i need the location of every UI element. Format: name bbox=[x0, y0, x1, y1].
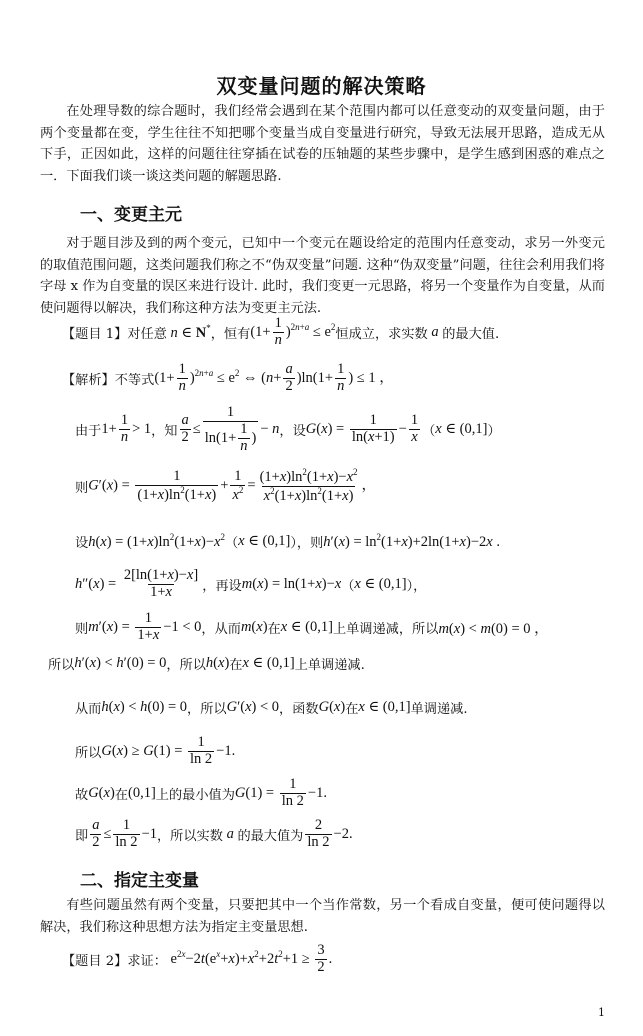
math-x-domain-2: x ∈ (0,1] bbox=[238, 533, 291, 549]
solution-line-8 bbox=[75, 698, 468, 717]
solution-line-7 bbox=[48, 654, 365, 673]
line11-text-c: 上的最小值为 bbox=[155, 787, 235, 803]
math-x-domain-3: x ∈ (0,1] bbox=[354, 575, 407, 592]
math-G-def: G(x) = $\frac{1}{\ln(x+1)}$ − $\frac{1}{x}$ bbox=[305, 412, 419, 446]
solution-line-11 bbox=[75, 818, 353, 851]
line9-text-d: 在 bbox=[345, 702, 359, 717]
solution-line-2 bbox=[75, 405, 501, 455]
section1-text: 对于题目涉及到的两个变元，已知中一个变元在题设给定的范围内任意变动，求另一外变元的取值范围问题，这类问题我们称之不“伪双变量”问题. 这种“伪双变量”问题，往往会利用我们将字母 x 作为自变量的误区来进行设计. 此时，我们变更一元思路，将另一个变量作为自变量，从而使问题得以解决，我们称这种方法为变更主元法. bbox=[40, 236, 605, 316]
math-equivalence: (1+ $\frac{1}{n}$ )$^{2n+a} \le e^2$ ⇔ (n+ $\frac{a}{2}$ )ln(1+ $\frac{1}{n}$ ) ≤ 1 ， bbox=[154, 361, 394, 394]
line4-text-a: 则 bbox=[75, 480, 89, 496]
line3-text-c: ，设 bbox=[279, 424, 306, 440]
page-title: 双变量问题的解决策略 bbox=[216, 74, 427, 98]
line8-text-a: 所以 bbox=[48, 658, 75, 673]
math-h-lt-h0: h(x) < h(0) = 0 bbox=[101, 699, 188, 715]
problem1-text-d: 的最大值. bbox=[442, 326, 500, 342]
line8-text-c: 在 bbox=[229, 658, 243, 673]
line9-text-b: ，所以 bbox=[187, 702, 227, 717]
problem2-line bbox=[62, 943, 332, 976]
math-x-domain-4: x ∈ (0,1] bbox=[280, 618, 333, 635]
math-x-domain-5: x ∈ (0,1] bbox=[242, 655, 295, 671]
line7-text-b: ，从而 bbox=[201, 621, 241, 637]
line5-text-a: 设 bbox=[75, 536, 89, 551]
problem1-label: 【题目 1】 bbox=[62, 326, 128, 342]
math-G-prime: G′(x) = $\frac{1}{(1+x)\ln^2(1+x)}$ + $\frac{1}{x^2}$ = $\frac{(1+x)\ln^2(1+x)-x^2}{x^2(1+x)\ln^2(1+x)}$ ， bbox=[88, 467, 377, 504]
line11-text-a: 故 bbox=[75, 787, 89, 803]
problem2-label: 【题目 2】 bbox=[62, 953, 128, 969]
math-a-over-2-bound: $\frac{a}{2}$ ≤ 1 ln(1+ $\frac{1}{n}$ ) − n bbox=[181, 404, 280, 454]
problem2-text-a: 求证： bbox=[127, 953, 167, 969]
line7-text-d: 上单调递减，所以 bbox=[332, 621, 439, 637]
math-m-lt-m0: m(x) < m(0) = 0 ， bbox=[438, 620, 549, 637]
line3-text-b: ，知 bbox=[151, 424, 178, 440]
math-h-x: h(x) bbox=[205, 655, 230, 671]
math-n-in-N: n ∈ N* bbox=[170, 323, 211, 341]
solution-line-3 bbox=[75, 468, 376, 505]
line5-text-b: （ bbox=[224, 536, 239, 551]
line5-text-c: ），则 bbox=[290, 536, 324, 551]
math-hprime-lt: h′(x) < h′(0) = 0 bbox=[74, 655, 167, 671]
intro-text: 在处理导数的综合题时，我们经常会遇到在某个范围内都可以任意变动的双变量问题，由于两个变量都在变，学生往往不知把哪个变量当成自变量进行研究，导致无法展开思路，造成无从下手，正因如此，这样的问题往往穿插在试卷的压轴题的某些步骤中，是学生感到困惑的难点之一．下面我们谈一谈这类问题的解题思路. bbox=[40, 104, 605, 184]
section2-text: 有些问题虽然有两个变量，只要把其中一个当作常数，另一个看成自变量，便可使问题得以解决，我们称这种思想方法为指定主变量思想. bbox=[40, 898, 605, 935]
math-m-def: m(x) = ln(1+x)−x bbox=[241, 575, 342, 592]
page-number: 1 bbox=[598, 1006, 605, 1019]
line11-text-b: 在 bbox=[114, 787, 128, 803]
math-x-domain-1: x ∈ (0,1] bbox=[435, 421, 488, 438]
solution-line-9 bbox=[75, 735, 235, 768]
math-x-domain-6: x ∈ (0,1] bbox=[358, 699, 411, 715]
math-inequality-1: (1+ $\frac{1}{n}$ )$^{2n+a} \le e^2$ bbox=[250, 315, 336, 348]
problem1-text-c: 恒成立，求实数 bbox=[335, 326, 428, 342]
line3-text-d: （ bbox=[422, 424, 436, 440]
solution-text-a: 不等式 bbox=[114, 372, 155, 388]
line8-text-d: 上单调递减. bbox=[294, 658, 365, 673]
section2-heading: 二、指定主变量 bbox=[80, 871, 199, 891]
math-a: a bbox=[427, 323, 443, 340]
line12-text-b: ，所以实数 bbox=[157, 828, 223, 844]
intro-paragraph bbox=[40, 101, 605, 187]
solution-line-5 bbox=[75, 568, 426, 601]
math-a-max: $\frac{2}{\ln 2}$ −2. bbox=[307, 817, 353, 850]
line9-text-c: ，函数 bbox=[279, 702, 319, 717]
math-h-prime: $h'(x) = \ln^2(1+x)+2\ln(1+x)-2x$ . bbox=[323, 532, 500, 550]
math-interval: (0,1] bbox=[127, 784, 156, 801]
line12-text-a: 即 bbox=[75, 828, 89, 844]
math-G-x: G(x) bbox=[318, 699, 346, 715]
section2-paragraph bbox=[40, 895, 605, 938]
math-a-2: a bbox=[222, 825, 238, 842]
math-a-bound: $\frac{a}{2}$ ≤ $\frac{1}{\ln 2}$ −1 bbox=[92, 817, 157, 850]
math-m-x: m(x) bbox=[240, 618, 268, 635]
math-G-min: G(1) = $\frac{1}{\ln 2}$ −1. bbox=[234, 776, 327, 809]
solution-line-1 bbox=[62, 362, 394, 395]
line10-text-a: 所以 bbox=[75, 745, 102, 761]
math-Gprime-lt: G′(x) < 0 bbox=[226, 699, 280, 715]
math-G-x-2: G(x) bbox=[88, 784, 115, 801]
problem1-line bbox=[62, 316, 499, 349]
line9-text-e: 单调递减. bbox=[410, 702, 468, 717]
problem1-text-b: ，恒有 bbox=[210, 326, 251, 342]
line6-text-b: ，再设 bbox=[202, 578, 242, 594]
math-1-plus-1n: 1+ $\frac{1}{n}$ > 1 bbox=[101, 412, 152, 446]
line7-text-c: 在 bbox=[267, 621, 281, 637]
solution-label: 【解析】 bbox=[62, 372, 115, 388]
solution-line-4 bbox=[75, 532, 500, 551]
solution-line-10 bbox=[75, 777, 327, 810]
math-G-ge: G(x) ≥ G(1) = $\frac{1}{\ln 2}$ −1. bbox=[101, 734, 236, 767]
line3-text-a: 由于 bbox=[75, 424, 102, 440]
line3-text-e: ） bbox=[487, 424, 501, 440]
problem1-text-a: 对任意 bbox=[127, 326, 167, 342]
line6-text-c: （ bbox=[341, 578, 355, 594]
section1-heading: 一、变更主元 bbox=[80, 205, 182, 225]
line7-text-a: 则 bbox=[75, 621, 89, 637]
solution-line-6 bbox=[75, 611, 549, 644]
line8-text-b: ，所以 bbox=[166, 658, 206, 673]
line12-text-c: 的最大值为 bbox=[237, 828, 304, 844]
math-h-def: $h(x) = (1+x)\ln^2(1+x)-x^2$ bbox=[88, 532, 225, 550]
math-problem2: $e^{2x}-2t(e^x+x)+x^2+2t^2+1$ ≥ $\frac{3}{2}$ . bbox=[166, 942, 333, 975]
math-m-prime: m′(x) = $\frac{1}{1+x}$ −1 < 0 bbox=[88, 610, 202, 643]
line9-text-a: 从而 bbox=[75, 702, 102, 717]
math-h-double-prime: h″(x) = $\frac{2[\ln(1+x)-x]}{1+x}$ bbox=[75, 567, 199, 600]
section1-paragraph bbox=[40, 233, 605, 319]
line6-text-d: ）， bbox=[406, 578, 427, 594]
